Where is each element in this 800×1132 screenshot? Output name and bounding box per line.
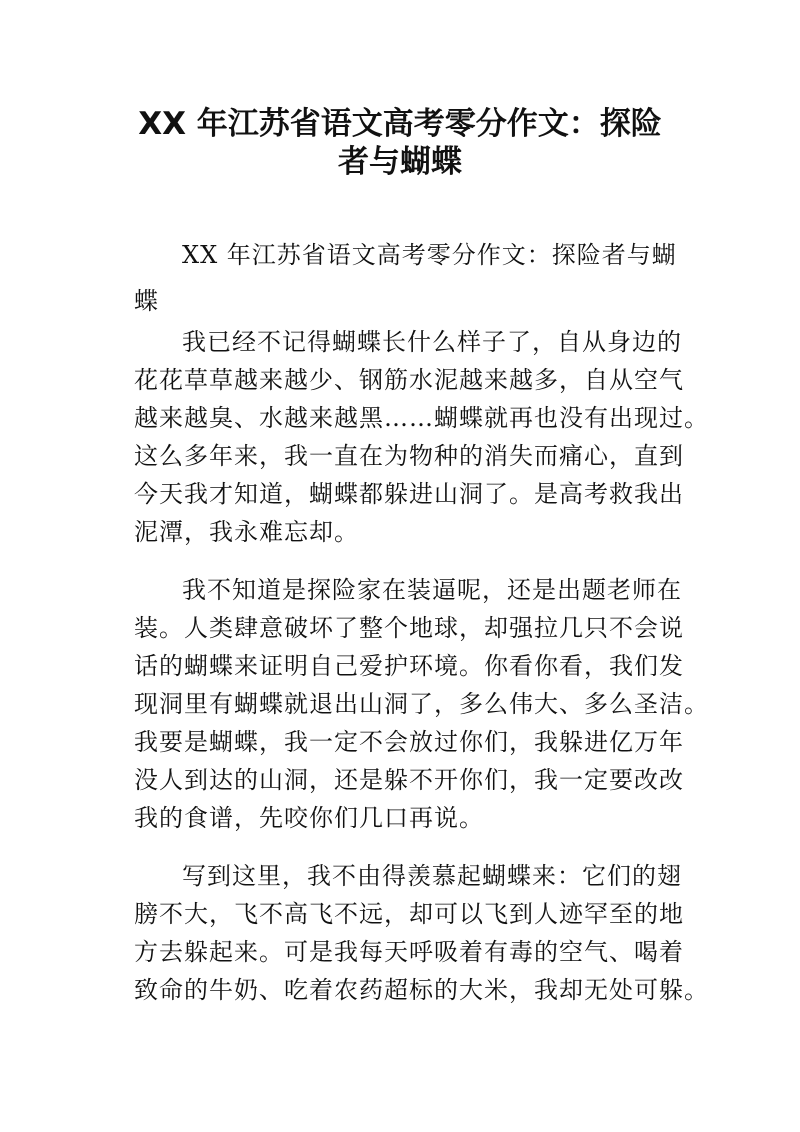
subtitle-line-2: 蝶 bbox=[134, 287, 159, 315]
paragraph-3-line-4: 致命的牛奶、吃着农药超标的大米，我却无处可躲。 bbox=[134, 976, 709, 1004]
document-title-line-1: XX 年江苏省语文高考零分作文：探险 bbox=[138, 106, 662, 142]
paragraph-1-line-3: 越来越臭、水越来越黑……蝴蝶就再也没有出现过。 bbox=[134, 404, 709, 432]
paragraph-2-line-1: 我不知道是探险家在装逼呢，还是出题老师在 bbox=[182, 576, 682, 604]
paragraph-1-line-6: 泥潭，我永难忘却。 bbox=[134, 518, 359, 546]
subtitle-line-1: XX 年江苏省语文高考零分作文：探险者与蝴 bbox=[182, 241, 677, 269]
paragraph-2-line-5: 我要是蝴蝶，我一定不会放过你们，我躲进亿万年 bbox=[134, 728, 684, 756]
document-title-line-2: 者与蝴蝶 bbox=[338, 144, 462, 180]
paragraph-1-line-4: 这么多年来，我一直在为物种的消失而痛心，直到 bbox=[134, 442, 684, 470]
paragraph-2-line-6: 没人到达的山洞，还是躲不开你们，我一定要改改 bbox=[134, 766, 684, 794]
paragraph-2-line-3: 话的蝴蝶来证明自己爱护环境。你看你看，我们发 bbox=[134, 652, 684, 680]
paragraph-1-line-2: 花花草草越来越少、钢筋水泥越来越多，自从空气 bbox=[134, 366, 684, 394]
paragraph-3-line-1: 写到这里，我不由得羡慕起蝴蝶来：它们的翅 bbox=[182, 862, 682, 890]
paragraph-1-line-1: 我已经不记得蝴蝶长什么样子了，自从身边的 bbox=[182, 328, 682, 356]
paragraph-3-line-2: 膀不大，飞不高飞不远，却可以飞到人迹罕至的地 bbox=[134, 900, 684, 928]
paragraph-2-line-2: 装。人类肆意破坏了整个地球，却强拉几只不会说 bbox=[134, 614, 684, 642]
paragraph-3-line-3: 方去躲起来。可是我每天呼吸着有毒的空气、喝着 bbox=[134, 938, 684, 966]
paragraph-2-line-7: 我的食谱，先咬你们几口再说。 bbox=[134, 804, 484, 832]
paragraph-2-line-4: 现洞里有蝴蝶就退出山洞了，多么伟大、多么圣洁。 bbox=[134, 690, 709, 718]
paragraph-1-line-5: 今天我才知道，蝴蝶都躲进山洞了。是高考救我出 bbox=[134, 480, 684, 508]
